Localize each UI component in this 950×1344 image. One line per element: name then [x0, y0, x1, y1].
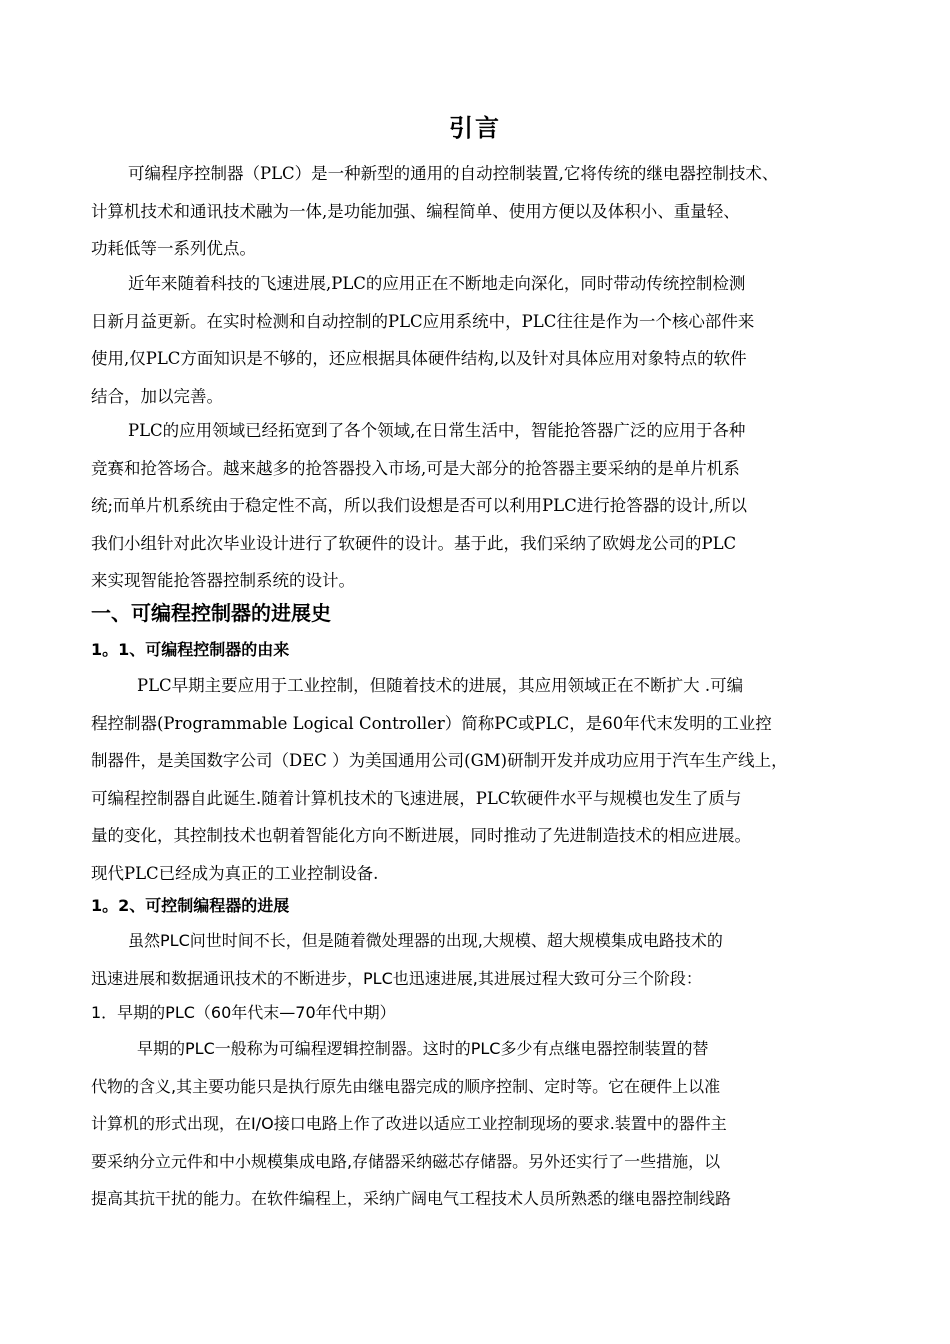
text-line: 来实现智能抢答器控制系统的设计。 — [91, 571, 355, 590]
text-line: 迅速进展和数据通讯技术的不断进步，PLC也迅速进展,其进展过程大致可分三个阶段： — [91, 968, 702, 988]
text-line: 结合，加以完善。 — [91, 386, 223, 406]
text-line: 竞赛和抢答场合。越来越多的抢答器投入市场,可是大部分的抢答器主要采纳的是单片机系 — [91, 458, 740, 478]
text-line: 统;而单片机系统由于稳定性不高，所以我们设想是否可以利用PLC进行抢答器的设计,所以 — [91, 496, 747, 515]
subsection-heading-1-1: 1。1、可编程控制器的由来 — [91, 640, 290, 659]
intro-paragraph-2 — [91, 265, 881, 415]
list-item-1-paragraph — [91, 1030, 881, 1218]
subsection-1-2-paragraph — [91, 922, 881, 997]
page-title: 引言 — [449, 114, 501, 142]
text-line: 日新月益更新。在实时检测和自动控制的PLC应用系统中，PLC往往是作为一个核心部件来 — [91, 311, 755, 331]
text-line: 近年来随着科技的飞速进展,PLC的应用正在不断地走向深化，同时带动传统控制检测 — [128, 274, 746, 293]
subsection-heading-1-2: 1。2、可控制编程器的进展 — [91, 896, 290, 915]
text-line: 制器件，是美国数字公司（DEC ）为美国通用公司(GM)研制开发并成功应用于汽车生产线上， — [91, 751, 788, 770]
text-line: 早期的PLC一般称为可编程逻辑控制器。这时的PLC多少有点继电器控制装置的替 — [137, 1039, 709, 1058]
text-line: 使用,仅PLC方面知识是不够的，还应根据具体硬件结构,以及针对具体应用对象特点的软件 — [91, 349, 747, 368]
intro-paragraph-3 — [91, 412, 881, 600]
text-line: 计算机的形式出现，在I/O接口电路上作了改进以适应工业控制现场的要求.装置中的器件主 — [91, 1114, 727, 1133]
text-line: 我们小组针对此次毕业设计进行了软硬件的设计。基于此，我们采纳了欧姆龙公司的PLC — [91, 533, 737, 553]
text-line: 量的变化，其控制技术也朝着智能化方向不断进展，同时推动了先进制造技术的相应进展。 — [91, 826, 751, 845]
text-line: 程控制器(Programmable Logical Controller）简称PC或PLC，是60年代末发明的工业控 — [91, 713, 772, 733]
list-item-heading-1: 1．早期的PLC（60年代末—70年代中期） — [91, 1003, 396, 1022]
section-heading: 一、可编程控制器的进展史 — [91, 601, 331, 625]
intro-paragraph-1 — [91, 155, 881, 268]
text-line: 现代PLC已经成为真正的工业控制设备. — [91, 863, 379, 883]
text-line: 功耗低等一系列优点。 — [91, 239, 256, 258]
subsection-1-1-paragraph — [91, 667, 881, 892]
text-line: 可编程控制器自此诞生.随着计算机技术的飞速进展，PLC软硬件水平与规模也发生了质与 — [91, 788, 742, 808]
text-line: 提高其抗干扰的能力。在软件编程上，采纳广阔电气工程技术人员所熟悉的继电器控制线路 — [91, 1189, 732, 1208]
text-line: 可编程序控制器（PLC）是一种新型的通用的自动控制装置,它将传统的继电器控制技术、 — [128, 164, 779, 183]
text-line: PLC早期主要应用于工业控制，但随着技术的进展，其应用领域正在不断扩大 .可编 — [137, 676, 744, 695]
text-line: PLC的应用领域已经拓宽到了各个领域,在日常生活中，智能抢答器广泛的应用于各种 — [128, 421, 746, 440]
text-line: 代物的含义,其主要功能只是执行原先由继电器完成的顺序控制、定时等。它在硬件上以准 — [91, 1076, 721, 1096]
text-line: 要采纳分立元件和中小规模集成电路,存储器采纳磁芯存储器。另外还实行了一些措施，以 — [91, 1151, 721, 1171]
text-line: 计算机技术和通讯技术融为一体,是功能加强、编程简单、使用方便以及体积小、重量轻、 — [91, 201, 740, 221]
text-line: 虽然PLC问世时间不长，但是随着微处理器的出现,大规模、超大规模集成电路技术的 — [128, 931, 723, 950]
